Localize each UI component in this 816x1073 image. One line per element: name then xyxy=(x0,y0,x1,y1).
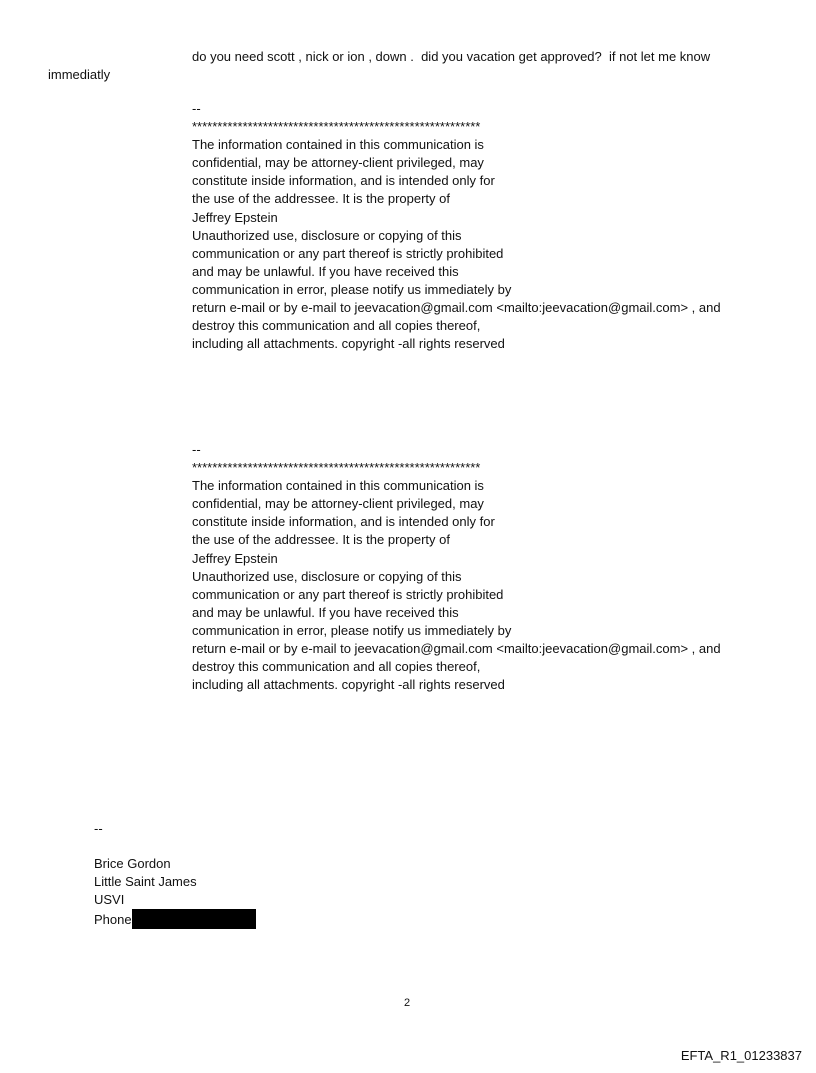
disclaimer-line: constitute inside information, and is intended only for xyxy=(192,173,495,189)
message-line-2: immediatly xyxy=(48,67,111,82)
redaction-box xyxy=(132,909,256,929)
stars-line: ********************************************************* xyxy=(192,119,481,135)
disclaimer-line: destroy this communication and all copies thereof, xyxy=(192,659,481,675)
disclaimer-line: Jeffrey Epstein xyxy=(192,209,278,225)
signature-place: Little Saint James xyxy=(94,874,197,889)
disclaimer-line: The information contained in this communication is xyxy=(192,478,484,494)
disclaimer-block-1 xyxy=(192,100,721,353)
disclaimer-line: including all attachments. copyright -all rights reserved xyxy=(192,677,505,693)
separator: -- xyxy=(192,442,201,457)
page-number: 2 xyxy=(404,997,411,1009)
phone-label: Phone xyxy=(94,912,132,927)
disclaimer-line: return e-mail or by e-mail to jeevacation@gmail.com <mailto:jeevacation@gmail.com> , and xyxy=(192,641,721,657)
disclaimer-line: including all attachments. copyright -all rights reserved xyxy=(192,336,505,352)
disclaimer-line: Unauthorized use, disclosure or copying of this xyxy=(192,568,462,584)
disclaimer-line: return e-mail or by e-mail to jeevacation@gmail.com <mailto:jeevacation@gmail.com> , and xyxy=(192,300,721,316)
disclaimer-line: communication or any part thereof is strictly prohibited xyxy=(192,586,504,602)
disclaimer-line: and may be unlawful. If you have received this xyxy=(192,263,459,279)
disclaimer-line: communication in error, please notify us immediately by xyxy=(192,622,512,638)
disclaimer-line: communication in error, please notify us immediately by xyxy=(192,281,512,297)
disclaimer-block-2 xyxy=(192,441,721,694)
document-id: EFTA_R1_01233837 xyxy=(680,1048,802,1063)
disclaimer-line: the use of the addressee. It is the property of xyxy=(192,191,450,207)
disclaimer-line: Jeffrey Epstein xyxy=(192,550,278,566)
separator: -- xyxy=(192,101,201,116)
disclaimer-line: constitute inside information, and is intended only for xyxy=(192,514,495,530)
disclaimer-line: destroy this communication and all copies thereof, xyxy=(192,318,481,334)
signature-region: USVI xyxy=(94,892,125,907)
stars-line: ********************************************************* xyxy=(192,460,481,476)
disclaimer-line: The information contained in this communication is xyxy=(192,137,484,153)
signature-name: Brice Gordon xyxy=(94,856,171,871)
disclaimer-line: confidential, may be attorney-client privileged, may xyxy=(192,496,484,512)
disclaimer-line: and may be unlawful. If you have received this xyxy=(192,604,459,620)
disclaimer-line: the use of the addressee. It is the property of xyxy=(192,532,450,548)
signature-phone xyxy=(94,909,256,929)
disclaimer-line: Unauthorized use, disclosure or copying of this xyxy=(192,227,462,243)
message-line-1: do you need scott , nick or ion , down . did you vacation get approved? if not let me know xyxy=(192,49,711,64)
signature-separator: -- xyxy=(94,821,103,836)
disclaimer-line: communication or any part thereof is strictly prohibited xyxy=(192,245,504,261)
disclaimer-line: confidential, may be attorney-client privileged, may xyxy=(192,155,484,171)
